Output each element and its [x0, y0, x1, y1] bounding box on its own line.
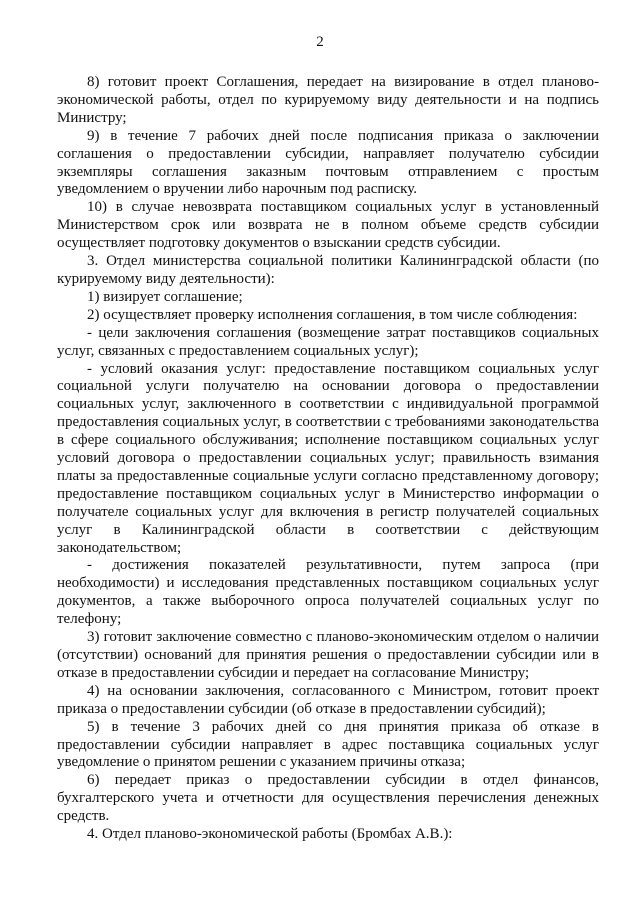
page-number: 2 — [316, 34, 324, 50]
section-3-heading: 3. Отдел министерства социальной политики Калининградской области (по курируемому виду деятельности): — [57, 253, 599, 287]
paragraph-item-8: 8) готовит проект Соглашения, передает на визирование в отдел планово-экономической работы, отдел по курируемому виду деятельности и на подпись Министру; — [57, 74, 599, 126]
section-4-heading: 4. Отдел планово-экономической работы (Бромбах А.В.): — [87, 826, 453, 843]
paragraph-item-5: 5) в течение 3 рабочих дней со дня принятия приказа об отказе в предоставлении субсидии направляет в адрес поставщика социальных услуг уведомление о принятом решении с указанием причины отказа; — [57, 718, 599, 771]
paragraph-item-2: 2) осуществляет проверку исполнения соглашения, в том числе соблюдения: — [87, 306, 578, 323]
paragraph-item-10: 10) в случае невозврата поставщиком социальных услуг в установленный Министерством срок или возврата не в полном объеме средств субсидии осуществляет подготовку документов о взыскании средств субсидии. — [57, 199, 599, 252]
paragraph-item-9: 9) в течение 7 рабочих дней после подписания приказа о заключении соглашения о предоставлении субсидии, направляет получателю субсидии экземпляры соглашения заказным почтовым отправлением с простым уведомлением о вручении либо нарочным под расписку. — [57, 127, 599, 198]
paragraph-item-3: 3) готовит заключение совместно с планово-экономическим отделом о наличии (отсутствии) оснований для принятия решения о предоставлении субсидии или в отказе в предоставлении субсидии и передает на согласование Министру; — [57, 629, 599, 681]
bullet-conditions: - условий оказания услуг: предоставление поставщиком социальных услуг социальной услуги получателю на основании договора о предоставлении социальных услуг, заключенного в соответствии с индивидуальной программой предоставления социальных услуг, в соответствии с требованиями законодательства в сфере социального обслуживания; исполнение поставщиком социальных услуг условий договора о предоставлении социальных услуг; правильность взимания платы за предоставленные социальные услуги согласно представленному договору; предоставление поставщиком социальных услуг в Министерство информации о получателе социальных услуг для включения в регистр получателей социальных услуг в Калининградской области в соответствии с действующим законодательством; — [57, 360, 599, 556]
bullet-goals: - цели заключения соглашения (возмещение затрат поставщиков социальных услуг, связанных с предоставлением социальных услуг); — [57, 324, 599, 359]
document-body — [57, 74, 599, 844]
bullet-indicators: - достижения показателей результативности, путем запроса (при необходимости) и исследования представленных поставщиком социальных услуг документов, а также выборочного опроса получателей социальных услуг по телефону; — [57, 557, 599, 628]
paragraph-item-6: 6) передает приказ о предоставлении субсидии в отдел финансов, бухгалтерского учета и отчетности для осуществления перечисления денежных средств. — [57, 772, 599, 825]
paragraph-item-1: 1) визирует соглашение; — [87, 288, 243, 305]
paragraph-item-4: 4) на основании заключения, согласованного с Министром, готовит проект приказа о предоставлении субсидии (об отказе в предоставлении субсидий); — [57, 682, 599, 717]
